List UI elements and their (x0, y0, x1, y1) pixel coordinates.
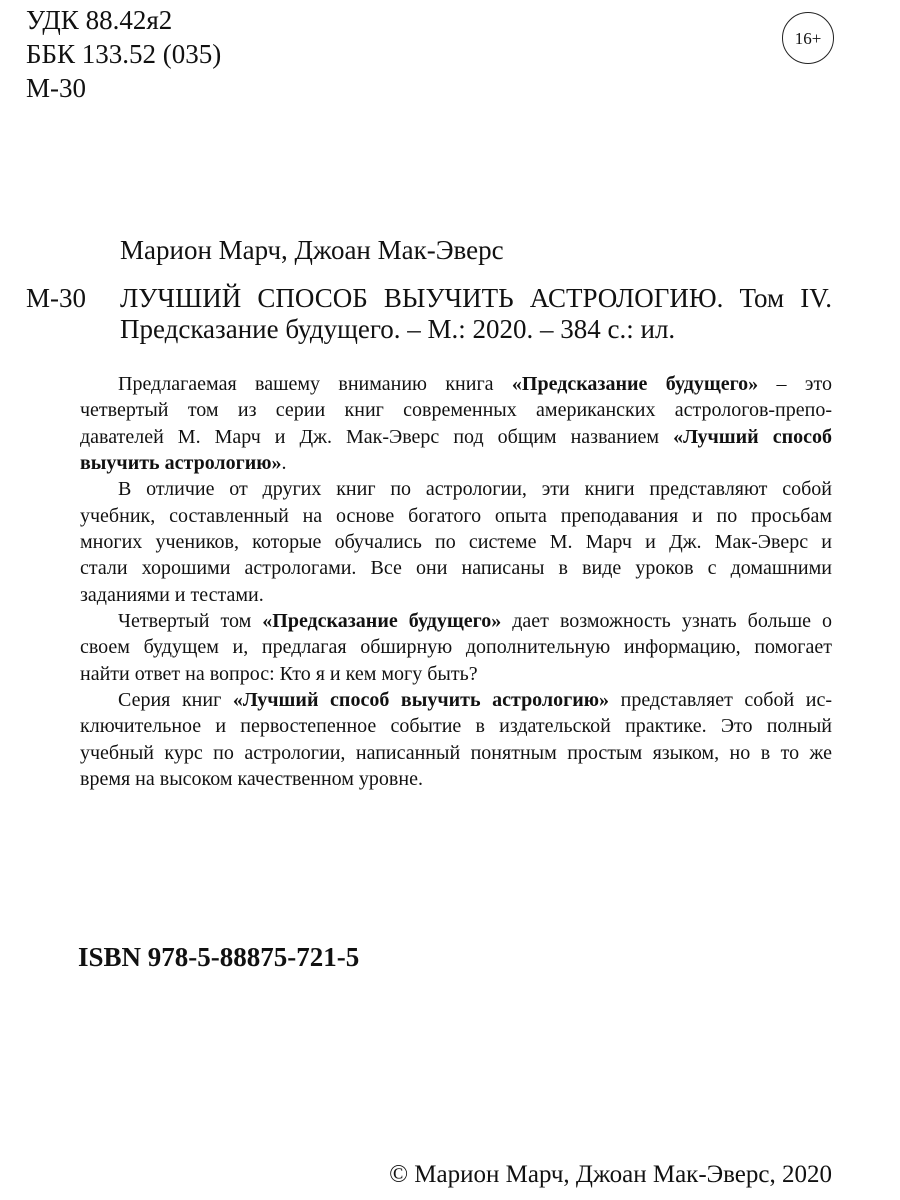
annotation-line (80, 424, 832, 450)
annotation-paragraph (80, 687, 832, 792)
catalog-author-mark: М-30 (26, 283, 86, 313)
annotation-paragraph (80, 371, 832, 476)
annotation-line (80, 766, 832, 792)
catalog-details-line: Предсказание будущего. – М.: 2020. – 384 с.: ил. (120, 314, 676, 344)
isbn: ISBN 978-5-88875-721-5 (78, 942, 360, 972)
annotation-text: – это (758, 373, 832, 395)
annotation-text: Серия книг (118, 688, 233, 711)
annotation-bold-title: «Предсказание будущего» (262, 609, 502, 632)
annotation-line (80, 503, 832, 529)
annotation-line (118, 476, 832, 502)
annotation-line (80, 661, 832, 687)
annotation-text: своем будущем и, предлагая обширную дополнительную информацию, помогает (80, 636, 832, 659)
annotation-text: Предлагаемая вашему вниманию книга (118, 373, 512, 395)
annotation-text: найти ответ на вопрос: Кто я и кем могу быть? (80, 662, 478, 685)
annotation-text: дает возможность узнать больше о (501, 609, 833, 632)
annotation (80, 371, 832, 792)
annotation-line (80, 529, 832, 555)
annotation-line (118, 687, 832, 713)
authors-line: Марион Марч, Джоан Мак-Эверс (120, 235, 504, 265)
annotation-text: ключительное и первостепенное событие в издательской практике. Это полный (80, 715, 832, 738)
annotation-text: учебник, составленный на основе богатого опыта преподавания и по просьбам (80, 504, 832, 527)
annotation-line (80, 397, 832, 423)
copyright-line: © Марион Марч, Джоан Мак-Эверс, 2020 (389, 1161, 832, 1188)
annotation-line (80, 634, 832, 660)
annotation-line (80, 740, 832, 766)
annotation-text: стали хорошими астрологами. Все они написаны в виде уроков с домашними (80, 557, 832, 580)
annotation-text: четвертый том из серии книг современных американских астрологов-препо- (80, 399, 832, 422)
annotation-text: представляет собой ис- (609, 688, 832, 711)
annotation-text: учебный курс по астрологии, написанный понятным простым языком, но в то же (80, 741, 832, 764)
annotation-bold-title: «Лучший способ выучить астрологию» (232, 688, 610, 711)
annotation-text: В отличие от других книг по астрологии, эти книги представляют собой (118, 478, 832, 501)
annotation-text: Четвертый том (118, 609, 263, 632)
annotation-paragraph (80, 476, 832, 608)
annotation-paragraph (80, 608, 832, 687)
annotation-text: давателей М. Марч и Дж. Мак-Эверс под общим названием (80, 425, 674, 448)
annotation-line (80, 713, 832, 739)
annotation-bold-title: «Лучший способ (673, 425, 832, 448)
udk-code: УДК 88.42я2 (26, 5, 173, 35)
annotation-bold-title: «Предсказание будущего» (511, 373, 759, 395)
annotation-text: время на высоком качественном уровне. (80, 767, 423, 790)
catalog-title-line: ЛУЧШИЙ СПОСОБ ВЫУЧИТЬ АСТРОЛОГИЮ. Том IV. (120, 283, 832, 313)
bbk-code: ББК 133.52 (035) (26, 39, 222, 69)
annotation-line (80, 582, 832, 608)
age-rating-badge (782, 12, 834, 64)
annotation-line (118, 371, 832, 397)
annotation-text: заданиями и тестами. (80, 583, 264, 606)
annotation-line (80, 555, 832, 581)
annotation-line (80, 450, 832, 476)
annotation-line (118, 608, 832, 634)
annotation-text: многих учеников, которые обучались по системе М. Марч и Дж. Мак-Эверс и (80, 530, 832, 553)
annotation-text: . (281, 451, 287, 474)
author-mark: М-30 (26, 73, 86, 103)
annotation-bold-title: выучить астрологию» (80, 451, 282, 474)
age-rating-label: 16+ (794, 28, 822, 48)
